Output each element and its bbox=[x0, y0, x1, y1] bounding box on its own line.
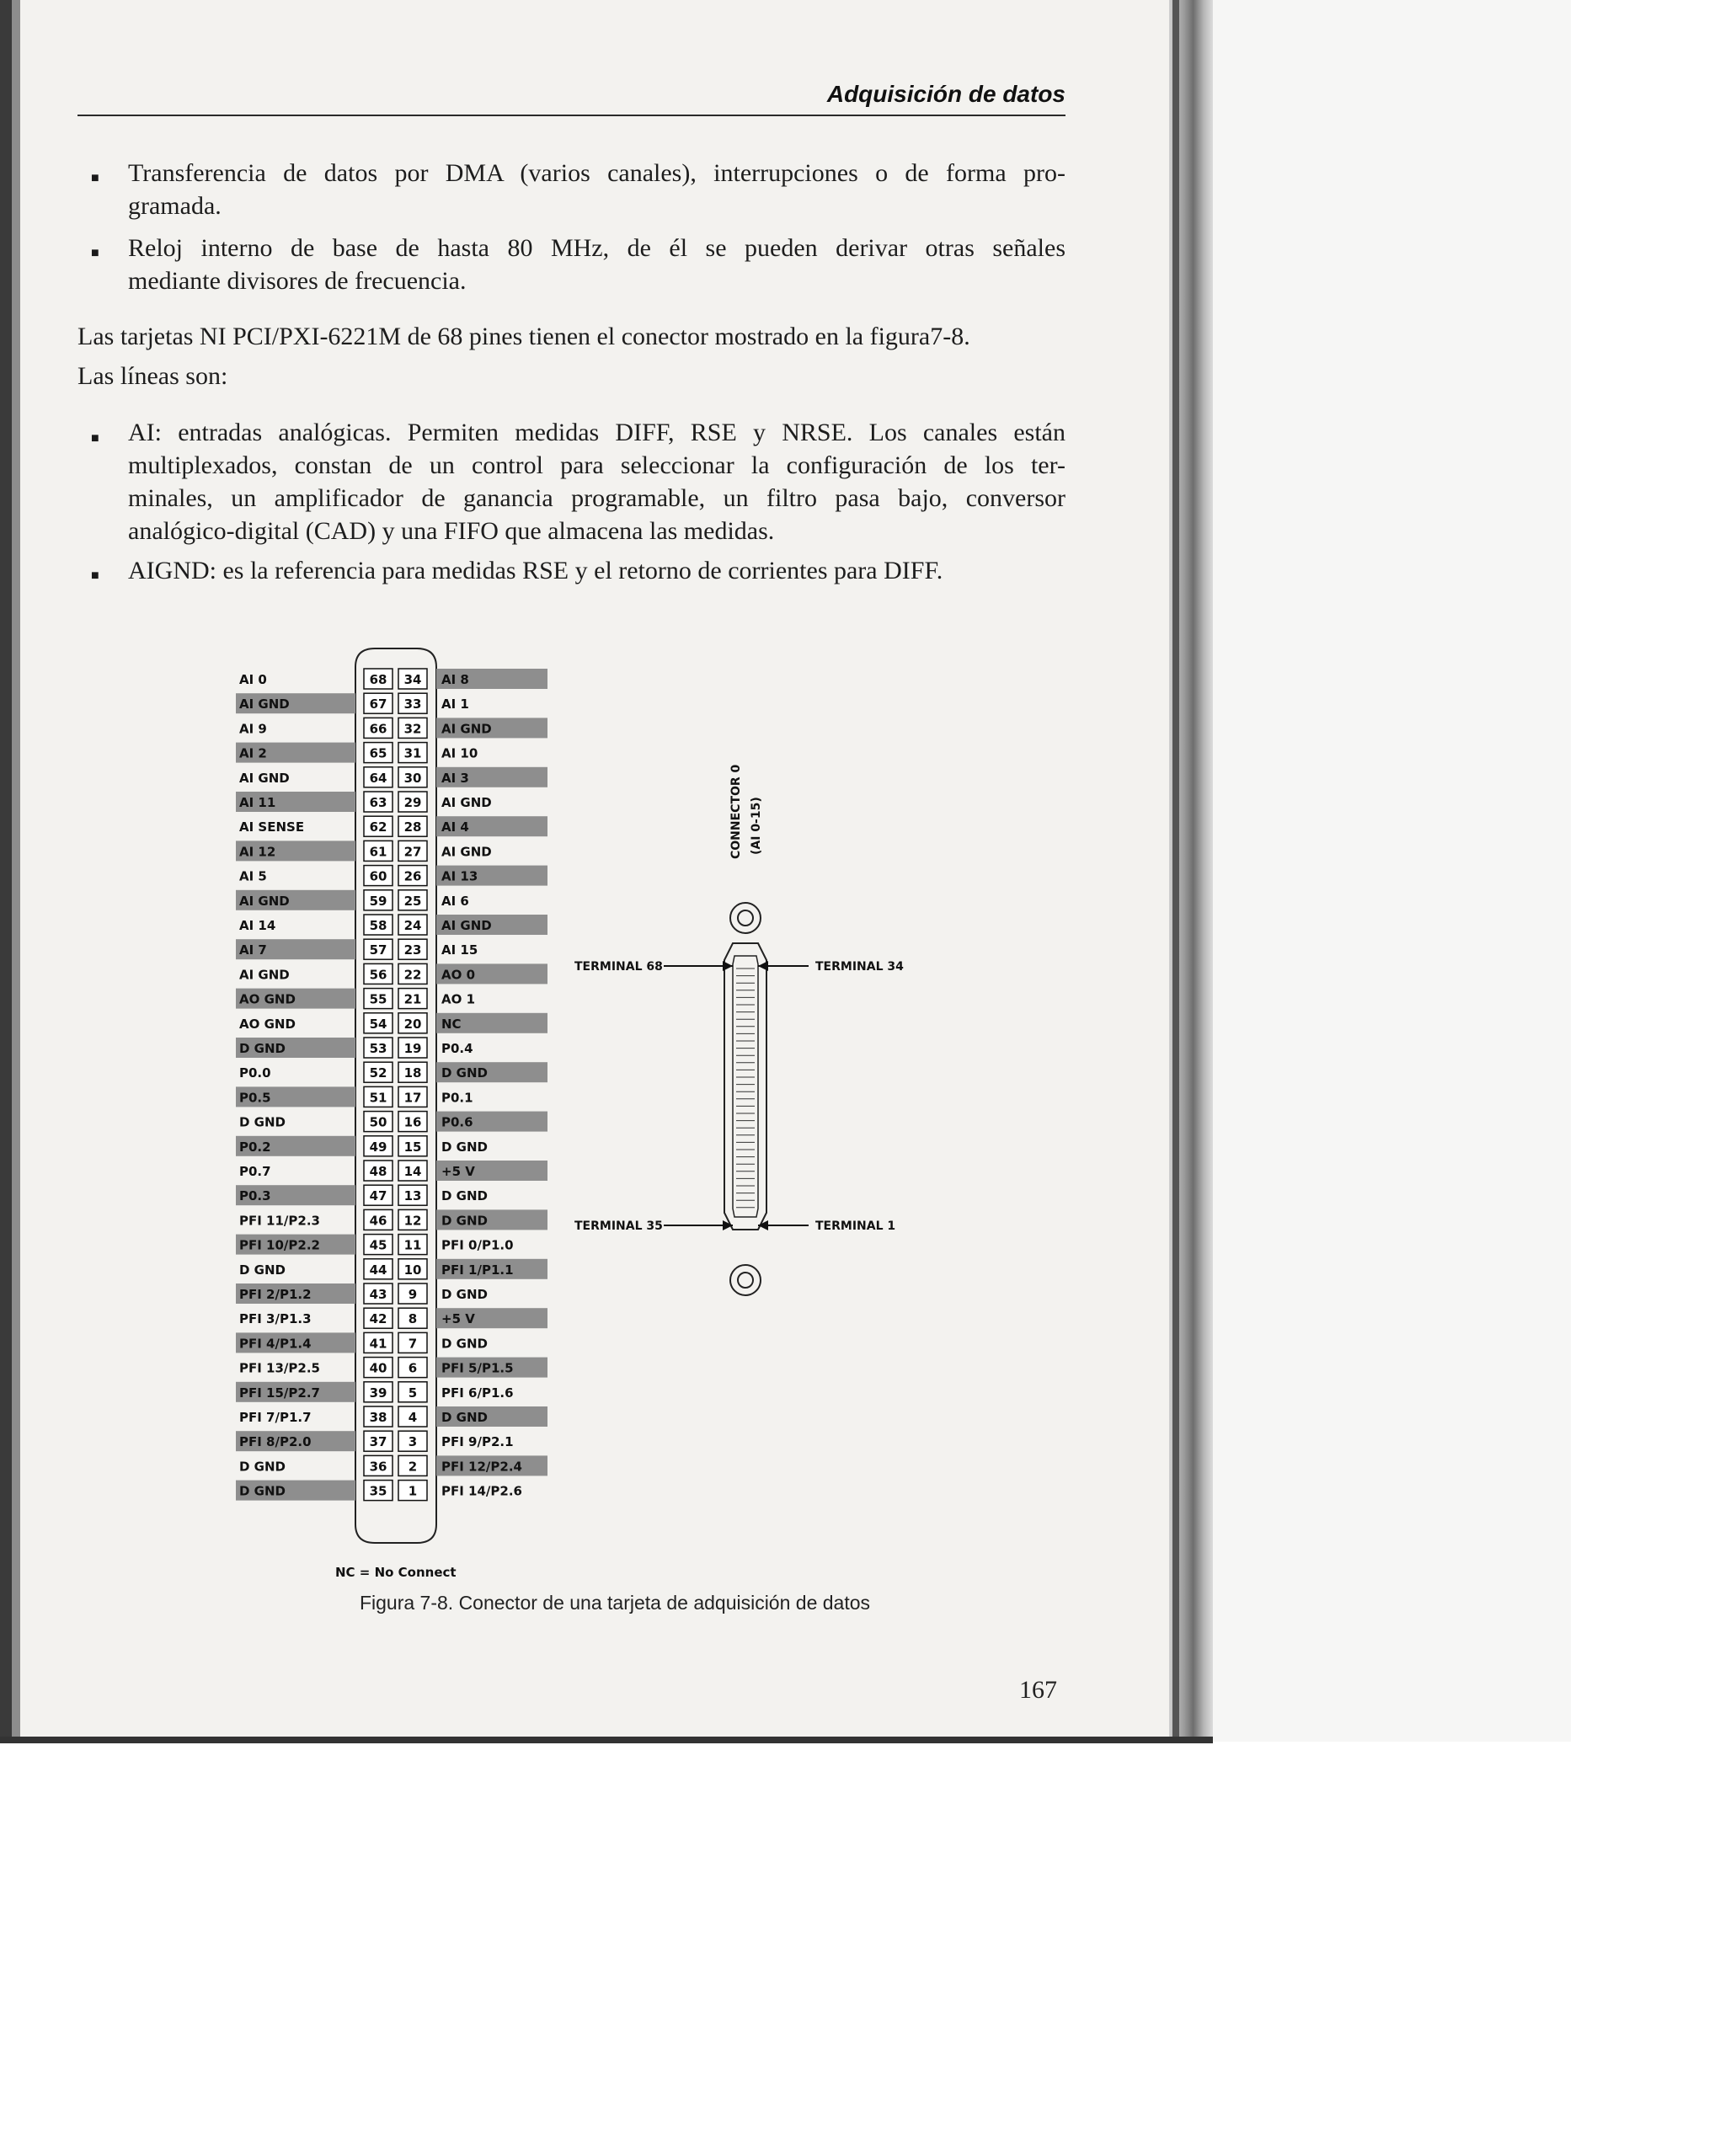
pin-label-right: NC bbox=[441, 1016, 462, 1032]
pin-number-right: 1 bbox=[408, 1483, 418, 1499]
pin-number-left: 62 bbox=[369, 819, 387, 835]
pin-label-right: PFI 9/P2.1 bbox=[441, 1434, 514, 1450]
pin-label-left: D GND bbox=[239, 1114, 286, 1130]
pin-number-right: 9 bbox=[408, 1287, 418, 1302]
page-edge-shadow-inner bbox=[12, 0, 20, 1742]
pin-label-left: PFI 13/P2.5 bbox=[239, 1360, 320, 1376]
pin-label-right: D GND bbox=[441, 1287, 488, 1302]
pin-label-right: AI GND bbox=[441, 795, 492, 810]
pin-label-left: AI 5 bbox=[239, 868, 267, 884]
pin-label-left: PFI 2/P1.2 bbox=[239, 1287, 312, 1302]
adjacent-page bbox=[1213, 0, 1571, 1742]
pin-number-left: 41 bbox=[369, 1336, 387, 1352]
pin-label-left: AI GND bbox=[239, 893, 290, 909]
pin-number-right: 29 bbox=[403, 795, 422, 810]
pin-label-right: AI GND bbox=[441, 844, 492, 860]
nc-note: NC = No Connect bbox=[335, 1565, 457, 1580]
pin-number-right: 26 bbox=[403, 868, 422, 884]
pin-number-left: 67 bbox=[369, 696, 387, 712]
pin-number-right: 13 bbox=[403, 1188, 422, 1204]
bullet-ai-line3: minales, un amplificador de ganancia programable, un filtro pasa bajo, conversor bbox=[128, 484, 1065, 512]
connector-pinout-diagram bbox=[227, 640, 969, 1592]
pin-number-left: 51 bbox=[369, 1090, 387, 1106]
pin-label-right: PFI 0/P1.0 bbox=[441, 1237, 514, 1253]
pin-label-right: PFI 12/P2.4 bbox=[441, 1459, 522, 1475]
pin-label-right: AI 3 bbox=[441, 770, 469, 786]
pin-label-left: PFI 11/P2.3 bbox=[239, 1213, 320, 1229]
pin-number-right: 18 bbox=[403, 1065, 422, 1081]
pin-label-left: D GND bbox=[239, 1459, 286, 1475]
pin-number-right: 5 bbox=[408, 1385, 418, 1401]
pin-label-left: AO GND bbox=[239, 1016, 296, 1032]
pin-number-left: 63 bbox=[369, 795, 387, 810]
pin-number-left: 48 bbox=[369, 1164, 387, 1179]
pin-label-right: AI GND bbox=[441, 721, 492, 737]
pin-label-right: AI 15 bbox=[441, 942, 478, 958]
pin-number-left: 66 bbox=[369, 721, 387, 737]
pin-label-right: PFI 5/P1.5 bbox=[441, 1360, 514, 1376]
pin-number-left: 49 bbox=[369, 1139, 387, 1155]
pin-label-left: AI 0 bbox=[239, 672, 267, 687]
pin-number-right: 33 bbox=[403, 696, 422, 712]
header-rule bbox=[77, 115, 1065, 116]
pin-label-right: AI 1 bbox=[441, 696, 469, 712]
pin-label-right: AO 0 bbox=[441, 967, 476, 983]
pin-number-left: 57 bbox=[369, 942, 387, 958]
pin-label-left: AI GND bbox=[239, 967, 290, 983]
running-head: Adquisición de datos bbox=[826, 81, 1065, 107]
pin-table bbox=[236, 669, 547, 1501]
bullet-dma-line1: Transferencia de datos por DMA (varios canales), interrupciones o de forma pro- bbox=[128, 159, 1065, 187]
pin-number-right: 28 bbox=[403, 819, 422, 835]
pin-number-left: 60 bbox=[369, 868, 387, 884]
pin-label-left: AI 2 bbox=[239, 745, 267, 761]
terminal-68-label: TERMINAL 68 bbox=[574, 960, 663, 974]
pin-number-right: 22 bbox=[403, 967, 422, 983]
pin-label-right: +5 V bbox=[441, 1164, 475, 1179]
connector-range-label: (AI 0-15) bbox=[750, 797, 763, 855]
pin-label-left: PFI 4/P1.4 bbox=[239, 1336, 312, 1352]
terminal-1-label: TERMINAL 1 bbox=[815, 1219, 896, 1233]
bullet-marker: ■ bbox=[91, 431, 99, 446]
pin-label-right: AI 6 bbox=[441, 893, 469, 909]
pin-number-left: 52 bbox=[369, 1065, 387, 1081]
pin-number-right: 2 bbox=[408, 1459, 418, 1475]
pin-number-right: 21 bbox=[403, 991, 422, 1007]
pin-number-left: 47 bbox=[369, 1188, 387, 1204]
figure-caption: Figura 7-8. Conector de una tarjeta de adquisición de datos bbox=[359, 1592, 871, 1614]
pin-label-left: AI 12 bbox=[239, 844, 276, 860]
pin-number-left: 61 bbox=[369, 844, 387, 860]
pin-number-right: 10 bbox=[403, 1262, 422, 1278]
pin-label-right: PFI 14/P2.6 bbox=[441, 1483, 522, 1499]
terminal-35-label: TERMINAL 35 bbox=[574, 1219, 663, 1233]
pin-number-right: 7 bbox=[408, 1336, 418, 1352]
pin-number-right: 27 bbox=[403, 844, 422, 860]
bullet-marker: ■ bbox=[91, 568, 99, 583]
connector-screw-top bbox=[730, 903, 761, 933]
pin-label-right: D GND bbox=[441, 1188, 488, 1204]
bullet-marker: ■ bbox=[91, 246, 99, 260]
terminal-68-arrow bbox=[723, 961, 733, 971]
pin-number-left: 64 bbox=[369, 770, 387, 786]
pin-label-left: AI GND bbox=[239, 770, 290, 786]
bullet-ai-line4: analógico-digital (CAD) y una FIFO que almacena las medidas. bbox=[128, 517, 775, 545]
page-number: 167 bbox=[1019, 1676, 1057, 1704]
connector-shell bbox=[724, 943, 766, 1230]
pin-label-right: AI GND bbox=[441, 918, 492, 933]
pin-label-left: AO GND bbox=[239, 991, 296, 1007]
pin-number-left: 44 bbox=[369, 1262, 387, 1278]
bullet-marker: ■ bbox=[91, 171, 99, 185]
pin-number-right: 31 bbox=[403, 745, 422, 761]
terminal-34-arrow bbox=[758, 961, 768, 971]
pin-number-left: 39 bbox=[369, 1385, 387, 1401]
pin-number-left: 68 bbox=[369, 672, 387, 687]
pin-number-right: 20 bbox=[403, 1016, 422, 1032]
pin-number-left: 58 bbox=[369, 918, 387, 933]
terminal-34-label: TERMINAL 34 bbox=[815, 960, 904, 974]
book-spine-shadow bbox=[1172, 0, 1179, 1742]
page-edge-shadow bbox=[0, 0, 12, 1742]
pin-number-left: 53 bbox=[369, 1041, 387, 1056]
pin-number-left: 46 bbox=[369, 1213, 387, 1229]
pin-label-right: D GND bbox=[441, 1139, 488, 1155]
paragraph-line1: Las tarjetas NI PCI/PXI-6221M de 68 pines tienen el conector mostrado en la figura7-8. bbox=[77, 323, 970, 350]
connector-label: CONNECTOR 0 bbox=[729, 764, 743, 859]
pin-label-right: D GND bbox=[441, 1065, 488, 1081]
pin-number-right: 30 bbox=[403, 770, 422, 786]
pin-label-left: AI 11 bbox=[239, 795, 276, 810]
pin-number-right: 4 bbox=[408, 1410, 418, 1425]
pin-number-right: 19 bbox=[403, 1041, 422, 1056]
pin-number-right: 12 bbox=[403, 1213, 422, 1229]
connector-screw-bottom bbox=[730, 1265, 761, 1295]
pin-number-right: 6 bbox=[408, 1360, 418, 1376]
pin-number-right: 17 bbox=[403, 1090, 422, 1106]
pin-label-left: D GND bbox=[239, 1262, 286, 1278]
pin-number-right: 32 bbox=[403, 721, 422, 737]
pin-number-left: 40 bbox=[369, 1360, 387, 1376]
pin-label-right: D GND bbox=[441, 1336, 488, 1352]
pin-number-left: 56 bbox=[369, 967, 387, 983]
bullet-dma-line2: gramada. bbox=[128, 192, 222, 220]
pin-label-left: AI 14 bbox=[239, 918, 276, 933]
terminal-35-arrow bbox=[723, 1220, 733, 1230]
pin-label-right: AI 8 bbox=[441, 672, 469, 687]
pin-label-left: P0.5 bbox=[239, 1090, 271, 1106]
pin-label-left: AI SENSE bbox=[239, 819, 305, 835]
pin-number-right: 3 bbox=[408, 1434, 418, 1450]
pin-number-left: 55 bbox=[369, 991, 387, 1007]
pin-label-left: PFI 8/P2.0 bbox=[239, 1434, 312, 1450]
pin-number-left: 37 bbox=[369, 1434, 387, 1450]
pin-label-left: D GND bbox=[239, 1041, 286, 1056]
bullet-aignd: AIGND: es la referencia para medidas RSE y el retorno de corrientes para DIFF. bbox=[128, 557, 943, 584]
pin-label-left: PFI 3/P1.3 bbox=[239, 1311, 312, 1327]
pin-number-right: 8 bbox=[408, 1311, 418, 1327]
pin-label-right: +5 V bbox=[441, 1311, 475, 1327]
pin-label-left: AI GND bbox=[239, 696, 290, 712]
page-bottom-edge bbox=[0, 1737, 1213, 1743]
pin-label-left: PFI 15/P2.7 bbox=[239, 1385, 320, 1401]
pin-label-left: P0.3 bbox=[239, 1188, 271, 1204]
pin-label-right: PFI 6/P1.6 bbox=[441, 1385, 514, 1401]
pin-number-left: 45 bbox=[369, 1237, 387, 1253]
pin-label-left: AI 9 bbox=[239, 721, 267, 737]
pin-number-right: 14 bbox=[403, 1164, 422, 1179]
pin-number-right: 11 bbox=[403, 1237, 422, 1253]
pin-label-right: P0.6 bbox=[441, 1114, 473, 1130]
pin-label-right: P0.1 bbox=[441, 1090, 473, 1106]
terminal-1-arrow bbox=[758, 1220, 768, 1230]
pin-label-right: P0.4 bbox=[441, 1041, 473, 1056]
pin-label-right: D GND bbox=[441, 1410, 488, 1425]
pin-number-left: 38 bbox=[369, 1410, 387, 1425]
pin-label-right: D GND bbox=[441, 1213, 488, 1229]
pin-number-right: 23 bbox=[403, 942, 422, 958]
pin-number-right: 34 bbox=[403, 672, 422, 687]
pin-label-left: PFI 10/P2.2 bbox=[239, 1237, 320, 1253]
pin-number-left: 54 bbox=[369, 1016, 387, 1032]
pin-label-right: AI 4 bbox=[441, 819, 469, 835]
pin-number-left: 50 bbox=[369, 1114, 387, 1130]
pin-label-right: AO 1 bbox=[441, 991, 476, 1007]
pin-number-right: 25 bbox=[403, 893, 422, 909]
bullet-ai-line2: multiplexados, constan de un control para seleccionar la configuración de los ter- bbox=[128, 451, 1065, 479]
pin-number-left: 43 bbox=[369, 1287, 387, 1302]
paragraph-line2: Las líneas son: bbox=[77, 362, 228, 390]
pin-number-right: 15 bbox=[403, 1139, 422, 1155]
pin-label-left: AI 7 bbox=[239, 942, 267, 958]
pin-label-right: PFI 1/P1.1 bbox=[441, 1262, 514, 1278]
pin-label-right: AI 13 bbox=[441, 868, 478, 884]
pin-number-left: 35 bbox=[369, 1483, 387, 1499]
pin-number-right: 24 bbox=[403, 918, 422, 933]
pin-label-left: PFI 7/P1.7 bbox=[239, 1410, 312, 1425]
pin-label-left: P0.2 bbox=[239, 1139, 271, 1155]
pin-number-left: 65 bbox=[369, 745, 387, 761]
pin-label-left: D GND bbox=[239, 1483, 286, 1499]
pin-number-left: 59 bbox=[369, 893, 387, 909]
connector-side-view bbox=[574, 764, 904, 1295]
bullet-ai-line1: AI: entradas analógicas. Permiten medidas DIFF, RSE y NRSE. Los canales están bbox=[128, 419, 1065, 446]
bullet-reloj-line1: Reloj interno de base de hasta 80 MHz, de él se pueden derivar otras señales bbox=[128, 234, 1065, 262]
pin-label-right: AI 10 bbox=[441, 745, 478, 761]
bullet-reloj-line2: mediante divisores de frecuencia. bbox=[128, 267, 467, 295]
pin-label-left: P0.0 bbox=[239, 1065, 271, 1081]
pin-label-left: P0.7 bbox=[239, 1164, 271, 1179]
pin-number-right: 16 bbox=[403, 1114, 422, 1130]
pin-number-left: 36 bbox=[369, 1459, 387, 1475]
pin-number-left: 42 bbox=[369, 1311, 387, 1327]
